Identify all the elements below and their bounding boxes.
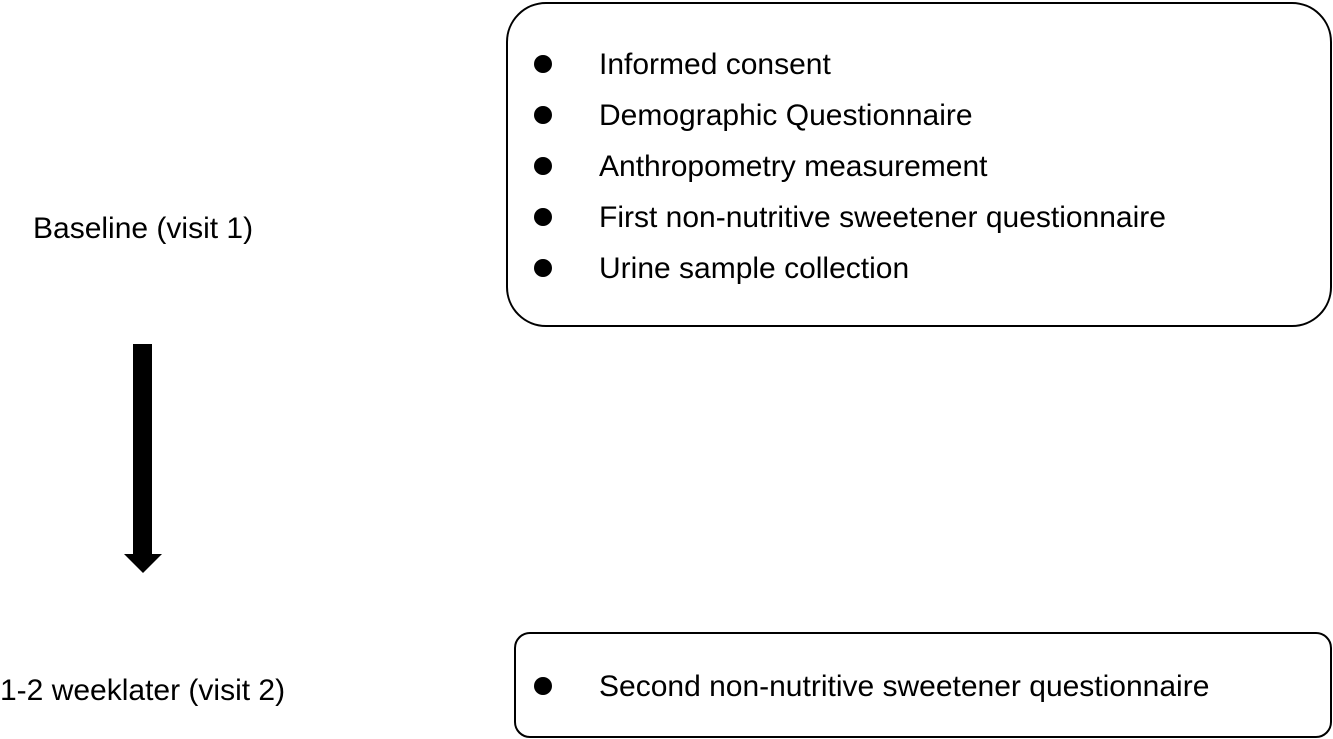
arrow-head [124, 554, 162, 573]
list-item [508, 141, 1330, 192]
activity-box-visit-1 [506, 2, 1332, 327]
list-item-label: First non-nutritive sweetener questionnaire [599, 201, 1166, 234]
list-item [508, 39, 1330, 90]
list-item-label: Informed consent [599, 48, 831, 81]
list-item-label: Demographic Questionnaire [599, 99, 973, 132]
list-item [516, 661, 1330, 712]
list-item-label: Urine sample collection [599, 252, 910, 285]
activity-list-visit-2 [516, 634, 1330, 712]
bullet-icon [534, 55, 552, 73]
list-item [508, 243, 1330, 294]
bullet-icon [534, 259, 552, 277]
list-item-label: Anthropometry measurement [599, 150, 988, 183]
list-item-label: Second non-nutritive sweetener questionnaire [599, 670, 1210, 703]
down-arrow-icon [124, 344, 162, 574]
stage-label-visit-2: 1-2 weeklater (visit 2) [0, 674, 286, 707]
list-item [508, 192, 1330, 243]
stage-label-visit-1: Baseline (visit 1) [33, 212, 254, 245]
bullet-icon [534, 677, 552, 695]
bullet-icon [534, 208, 552, 226]
bullet-icon [534, 157, 552, 175]
list-item [508, 90, 1330, 141]
activity-box-visit-2 [514, 632, 1332, 738]
arrow-shaft [133, 344, 152, 554]
activity-list-visit-1 [508, 4, 1330, 294]
bullet-icon [534, 106, 552, 124]
